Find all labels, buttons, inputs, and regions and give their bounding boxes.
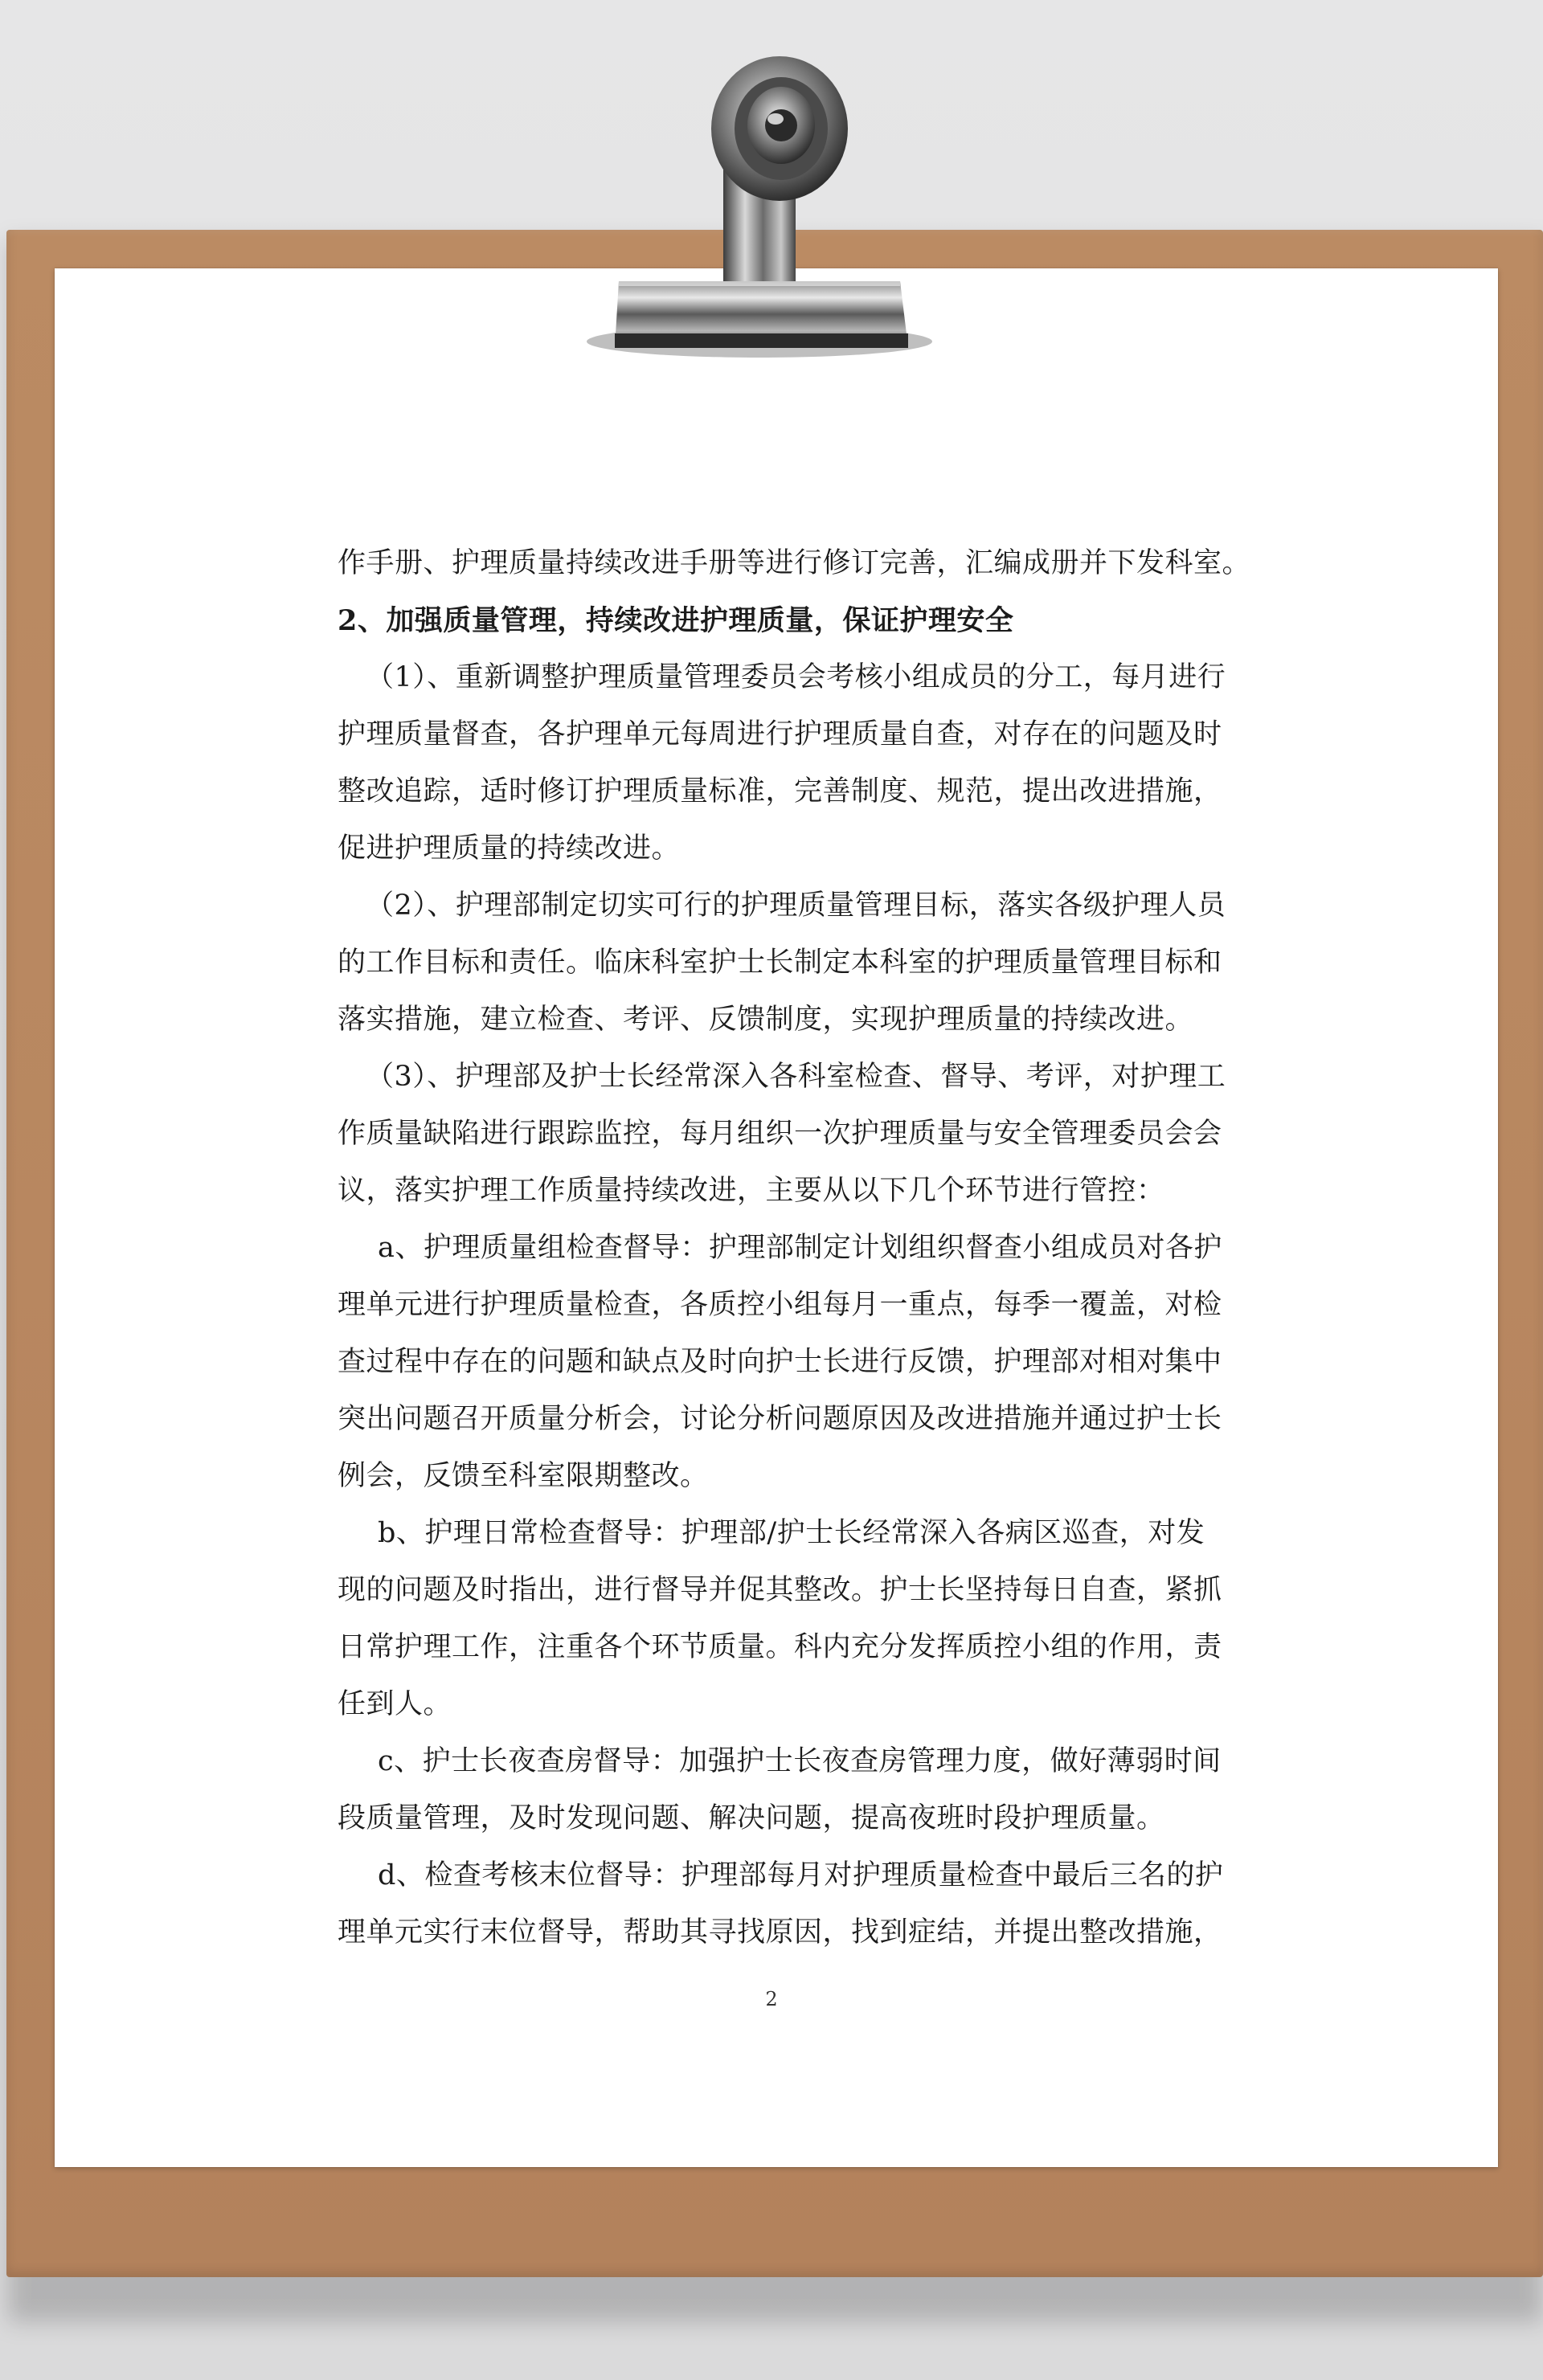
body-line: 落实措施，建立检查、考评、反馈制度，实现护理质量的持续改进。	[338, 1004, 1194, 1036]
body-line: 护理质量督查，各护理单元每周进行护理质量自查，对存在的问题及时	[338, 718, 1222, 750]
body-line: 理单元实行末位督导，帮助其寻找原因，找到症结，并提出整改措施，	[338, 1916, 1222, 1949]
body-line: 突出问题召开质量分析会，讨论分析问题原因及改进措施并通过护士长	[338, 1403, 1222, 1435]
body-line: 整改追踪，适时修订护理质量标准，完善制度、规范，提出改进措施，	[338, 775, 1222, 808]
body-line: 作质量缺陷进行跟踪监控，每月组织一次护理质量与安全管理委员会会	[338, 1118, 1222, 1150]
section-heading: 2、加强质量管理，持续改进护理质量，保证护理安全	[338, 604, 1014, 637]
body-line: d、检查考核末位督导：护理部每月对护理质量检查中最后三名的护	[378, 1859, 1224, 1891]
body-line: 作手册、护理质量持续改进手册等进行修订完善，汇编成册并下发科室。	[338, 547, 1251, 579]
body-line: 促进护理质量的持续改进。	[338, 832, 681, 865]
body-line: 段质量管理，及时发现问题、解决问题，提高夜班时段护理质量。	[338, 1802, 1165, 1834]
binder-clip-icon	[563, 48, 956, 370]
body-line: 现的问题及时指出，进行督导并促其整改。护士长坚持每日自查，紧抓	[338, 1574, 1222, 1606]
page-number: 2	[765, 1988, 778, 2010]
body-line: c、护士长夜查房督导：加强护士长夜查房管理力度，做好薄弱时间	[378, 1745, 1222, 1777]
body-line: 的工作目标和责任。临床科室护士长制定本科室的护理质量管理目标和	[338, 947, 1222, 979]
document-body	[338, 535, 1251, 1961]
body-line: （3）、护理部及护士长经常深入各科室检查、督导、考评，对护理工	[366, 1061, 1226, 1093]
body-line: a、护理质量组检查督导：护理部制定计划组织督查小组成员对各护	[378, 1232, 1222, 1264]
body-line: 任到人。	[338, 1688, 452, 1720]
body-line: 理单元进行护理质量检查，各质控小组每月一重点，每季一覆盖，对检	[338, 1289, 1222, 1321]
body-line: （2）、护理部制定切实可行的护理质量管理目标，落实各级护理人员	[366, 889, 1226, 922]
body-line: b、护理日常检查督导：护理部/护士长经常深入各病区巡查，对发	[378, 1517, 1205, 1549]
body-line: 日常护理工作，注重各个环节质量。科内充分发挥质控小组的作用，责	[338, 1631, 1222, 1663]
body-line: 查过程中存在的问题和缺点及时向护士长进行反馈，护理部对相对集中	[338, 1346, 1222, 1378]
body-line: 例会，反馈至科室限期整改。	[338, 1460, 709, 1492]
body-line: 议，落实护理工作质量持续改进，主要从以下几个环节进行管控：	[338, 1175, 1165, 1207]
body-line: （1）、重新调整护理质量管理委员会考核小组成员的分工，每月进行	[366, 661, 1226, 693]
